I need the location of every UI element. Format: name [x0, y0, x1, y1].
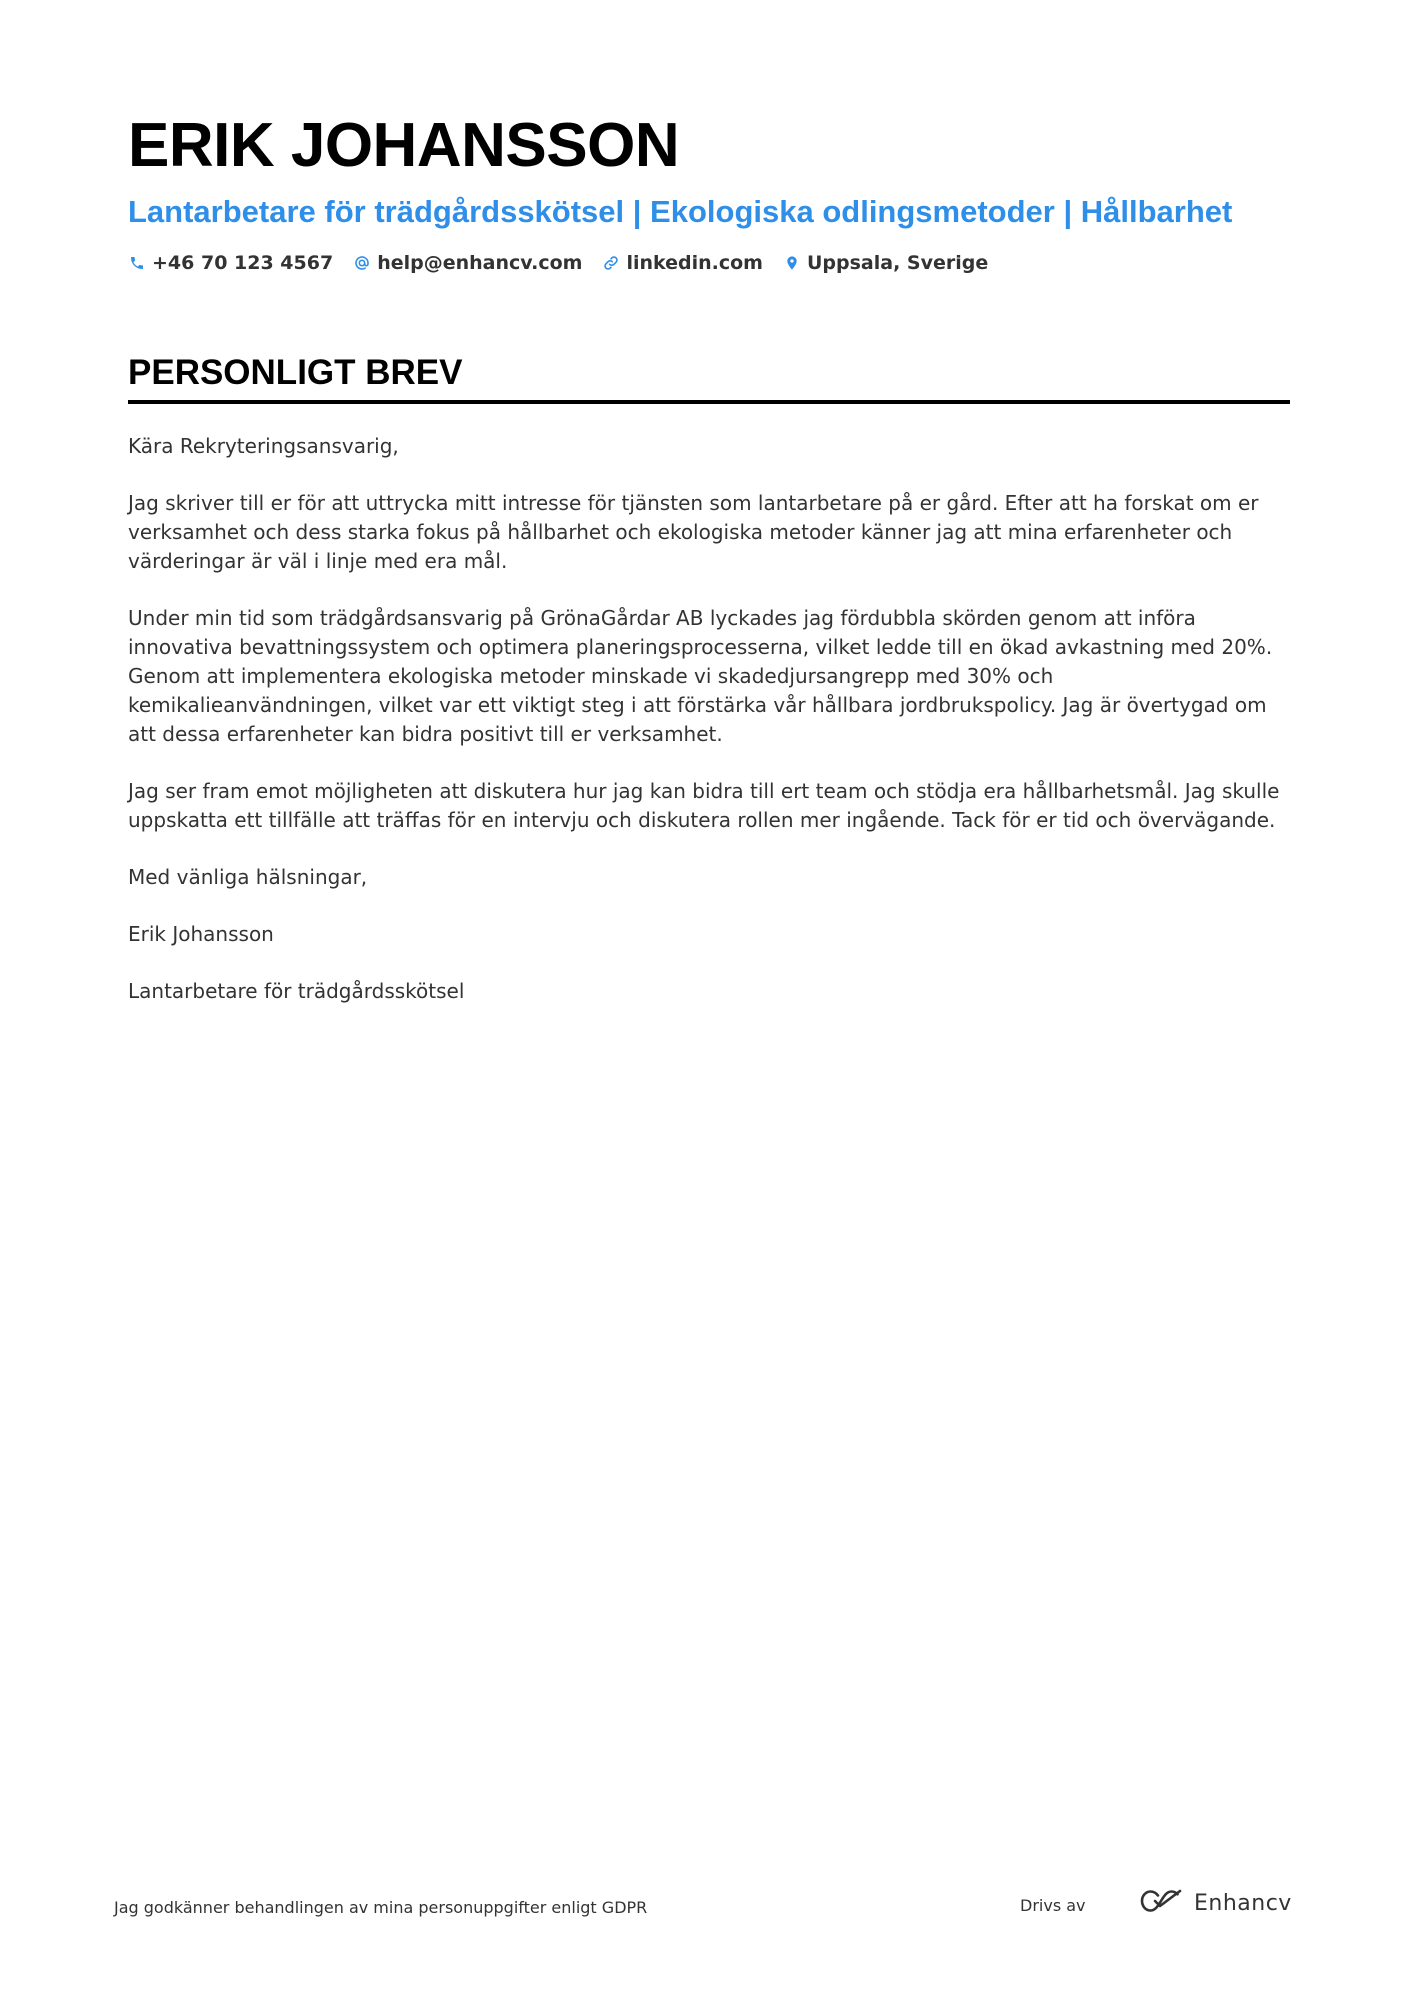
applicant-name: ERIK JOHANSSON — [128, 111, 680, 180]
phone-icon — [128, 254, 146, 272]
letter-paragraph: Under min tid som trädgårdsansvarig på GrönaGårdar AB lyckades jag fördubbla skörden genom att införa innovativa bevattningssystem och optimera planeringsprocesserna, vilket ledde till en ökad avkastning med 20%. Genom att implementera ekologiska metoder minskade vi skadedjursangrepp med 30% och kemikalieanvändningen, vilket var ett viktigt steg i att förstärka vår hållbara jordbrukspolicy. Jag är övertygad om att dessa erfarenheter kan bidra positivt till er verksamhet. — [128, 606, 1273, 746]
page-footer — [114, 1888, 1290, 1928]
signature-name: Erik Johansson — [128, 922, 274, 946]
contact-email[interactable] — [353, 252, 582, 274]
letter-body — [128, 432, 1290, 1006]
link-icon — [602, 254, 620, 272]
contact-phone-text: +46 70 123 4567 — [152, 252, 334, 274]
enhancv-brand[interactable] — [1138, 1888, 1292, 1918]
cover-letter-page — [128, 110, 1290, 1034]
letter-closing: Med vänliga hälsningar, — [128, 865, 368, 889]
powered-by-label: Drivs av — [1020, 1896, 1086, 1915]
contact-phone[interactable] — [128, 252, 333, 274]
signature-title: Lantarbetare för trädgårdsskötsel — [128, 979, 465, 1003]
contact-linkedin-text: linkedin.com — [626, 252, 763, 274]
contact-bar — [128, 252, 1290, 274]
letter-paragraph: Jag ser fram emot möjligheten att diskutera hur jag kan bidra till ert team och stödja era hållbarhetsmål. Jag skulle uppskatta ett tillfälle att träffas för en intervju och diskutera rollen mer ingående. Tack för er tid och övervägande. — [128, 779, 1280, 832]
at-icon — [353, 254, 371, 272]
section-title: PERSONLIGT BREV — [128, 353, 463, 392]
contact-location — [783, 252, 988, 274]
gdpr-consent-text: Jag godkänner behandlingen av mina personuppgifter enligt GDPR — [114, 1898, 648, 1917]
applicant-headline: Lantarbetare för trädgårdsskötsel | Ekologiska odlingsmetoder | Hållbarhet — [128, 194, 1233, 229]
letter-greeting: Kära Rekryteringsansvarig, — [128, 434, 399, 458]
contact-linkedin[interactable] — [602, 252, 763, 274]
letter-paragraph: Jag skriver till er för att uttrycka mitt intresse för tjänsten som lantarbetare på er gård. Efter att ha forskat om er verksamhet och dess starka fokus på hållbarhet och ekologiska metoder känner jag att mina erfarenheter och värderingar är väl i linje med era mål. — [128, 491, 1259, 573]
enhancv-brand-name: Enhancv — [1194, 1890, 1292, 1916]
contact-location-text: Uppsala, Sverige — [806, 252, 989, 274]
section-divider — [128, 400, 1290, 404]
contact-email-text: help@enhancv.com — [377, 252, 583, 274]
location-pin-icon — [783, 254, 801, 272]
enhancv-logo-icon — [1138, 1888, 1184, 1918]
